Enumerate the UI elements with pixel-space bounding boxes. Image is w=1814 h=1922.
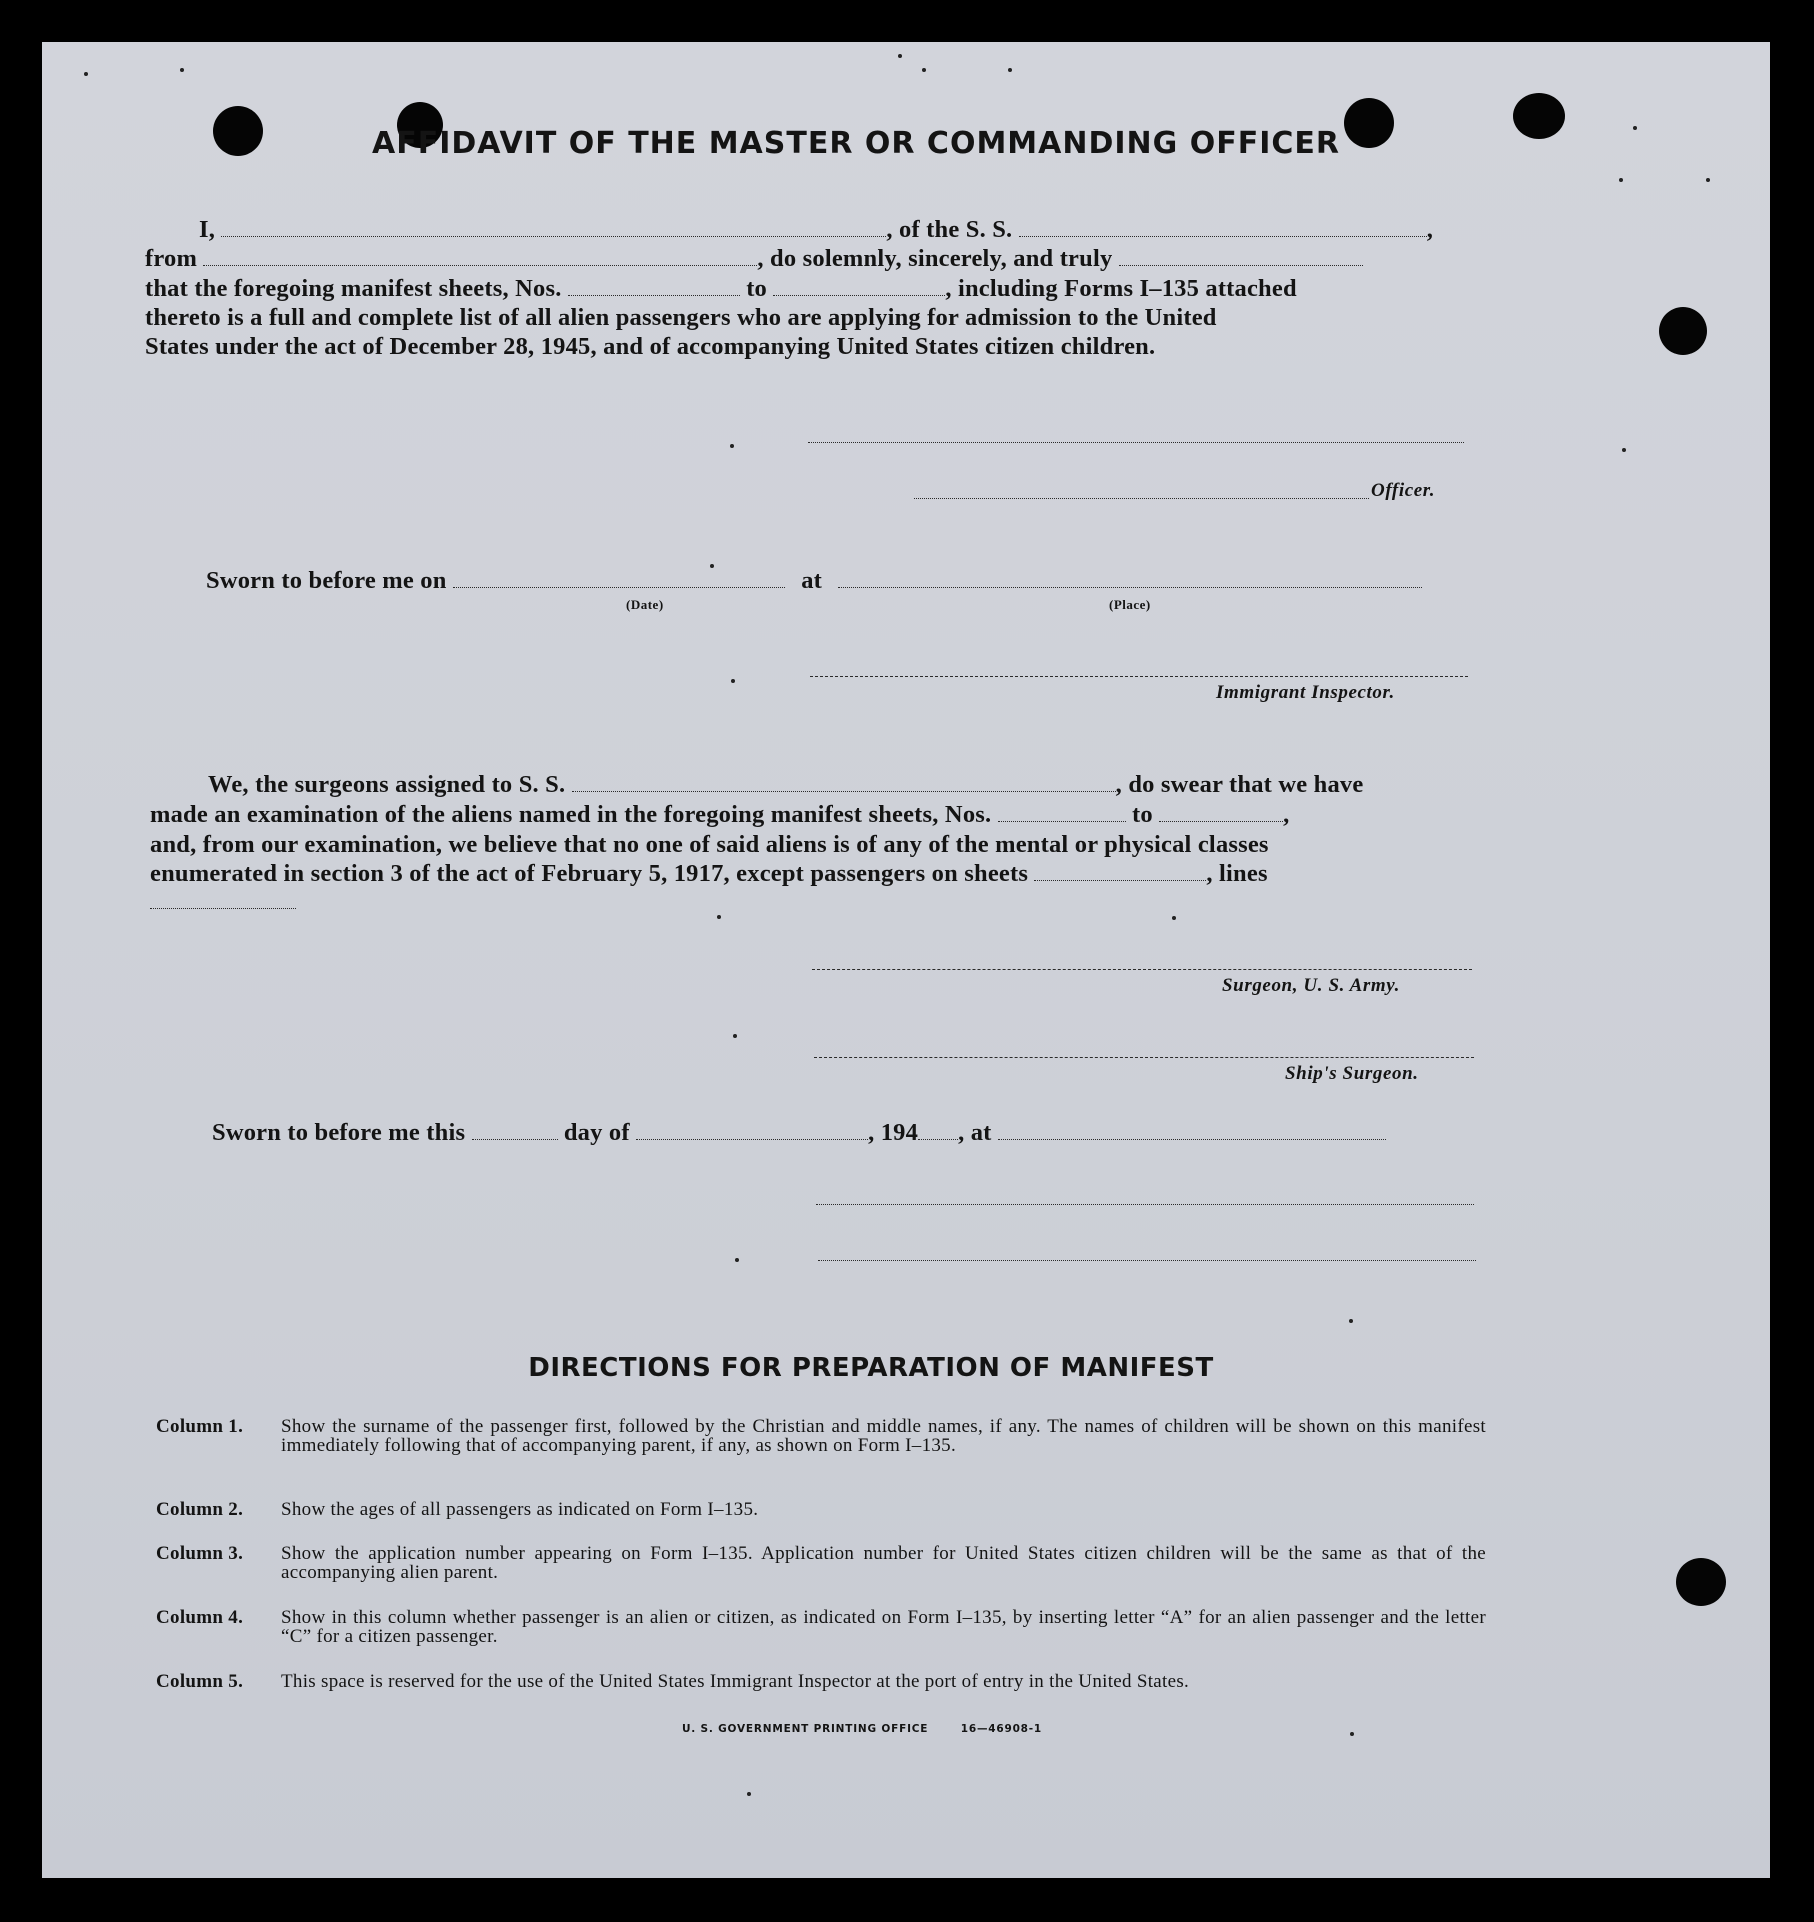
sworn-before-text: Sworn to before me on	[206, 567, 447, 594]
dust-speck	[731, 679, 735, 683]
surgeons-line-4	[150, 860, 1268, 888]
ship-surgeon-caption: Ship's Surgeon.	[1285, 1063, 1419, 1084]
dust-speck	[735, 1258, 739, 1262]
dust-speck	[898, 54, 902, 58]
place-caption: (Place)	[1109, 597, 1151, 612]
affidavit-line-5: States under the act of December 28, 1945, and of accompanying United States citizen children.	[145, 333, 1156, 360]
sheet-from-field[interactable]	[568, 277, 740, 296]
dust-speck	[747, 1792, 751, 1796]
column-3-label: Column 3.	[156, 1543, 244, 1564]
column-2-label: Column 2.	[156, 1499, 244, 1520]
sworn-day-place-field[interactable]	[998, 1121, 1386, 1140]
surgeons-enumerated-text: enumerated in section 3 of the act of February 5, 1917, except passengers on sheets	[150, 860, 1029, 887]
affidavit-line-1	[199, 216, 1433, 244]
sworn-day-line	[212, 1119, 1386, 1147]
officer-title-line[interactable]	[914, 496, 1369, 499]
surgeons-sheet-from-field[interactable]	[998, 803, 1126, 822]
dust-speck	[1172, 916, 1176, 920]
affidavit-solemnly: , do solemnly, sincerely, and truly	[757, 245, 1113, 272]
declaration-field[interactable]	[1119, 247, 1363, 266]
form-number: 16—46908-1	[960, 1723, 1043, 1735]
affidavit-line-2	[145, 245, 1363, 273]
affidavit-i: I,	[199, 216, 216, 243]
surgeons-to-text: to	[1131, 801, 1153, 828]
date-caption: (Date)	[626, 597, 664, 612]
column-4-text: Show in this column whether passenger is an alien or citizen, as indicated on Form I–135, by inserting letter “A” for an alien passenger and the letter “C” for a citizen passenger.	[281, 1607, 1486, 1647]
departure-port-field[interactable]	[203, 247, 757, 266]
official-signature-line[interactable]	[816, 1202, 1474, 1205]
sworn-day-field[interactable]	[472, 1121, 558, 1140]
sworn-place-field[interactable]	[838, 569, 1422, 588]
affidavit-line-3	[145, 275, 1297, 303]
surgeons-ship-field[interactable]	[572, 773, 1116, 792]
printer-footer	[42, 1723, 1682, 1735]
dust-speck	[1349, 1319, 1353, 1323]
sworn-month-field[interactable]	[636, 1121, 868, 1140]
affidavit-to: to	[746, 275, 767, 302]
sworn-year-field[interactable]	[918, 1121, 958, 1140]
sworn-this-text: Sworn to before me this	[212, 1119, 466, 1146]
form-sheet	[42, 42, 1770, 1878]
ship-surgeon-signature-line[interactable]	[814, 1055, 1474, 1058]
except-lines-field[interactable]	[150, 906, 296, 909]
officer-caption: Officer.	[1371, 480, 1436, 501]
affidavit-from: from	[145, 245, 198, 272]
sworn-date-place-line	[206, 567, 1422, 595]
dust-speck	[84, 72, 88, 76]
ship-name-field[interactable]	[1019, 218, 1427, 237]
dust-speck	[1706, 178, 1710, 182]
printer-name: U. S. GOVERNMENT PRINTING OFFICE	[681, 1723, 929, 1735]
directions-title: DIRECTIONS FOR PREPARATION OF MANIFEST	[528, 1353, 1214, 1383]
inspector-caption: Immigrant Inspector.	[1216, 682, 1395, 703]
surgeons-line-2	[150, 801, 1289, 829]
dust-speck	[733, 1034, 737, 1038]
surgeons-sheet-to-field[interactable]	[1159, 803, 1283, 822]
dust-speck	[730, 444, 734, 448]
column-5-text: This space is reserved for the use of the United States Immigrant Inspector at the port of entry in the United States.	[281, 1671, 1190, 1692]
affidavit-line-4: thereto is a full and complete list of all alien passengers who are applying for admission to the United	[145, 304, 1217, 331]
inspector-signature-line[interactable]	[810, 674, 1468, 677]
surgeons-comma: ,	[1283, 801, 1290, 828]
sheet-to-field[interactable]	[773, 277, 945, 296]
column-2-text: Show the ages of all passengers as indicated on Form I–135.	[281, 1499, 759, 1520]
dust-speck	[1619, 178, 1623, 182]
sworn-date-field[interactable]	[453, 569, 785, 588]
dust-speck	[1008, 68, 1012, 72]
day-at-text: , at	[958, 1119, 992, 1146]
punch-hole	[1676, 1558, 1726, 1606]
official-title-line[interactable]	[818, 1258, 1476, 1261]
column-1-label: Column 1.	[156, 1416, 244, 1437]
column-5-label: Column 5.	[156, 1671, 244, 1692]
column-4-label: Column 4.	[156, 1607, 244, 1628]
master-signature-line[interactable]	[808, 440, 1464, 443]
army-surgeon-caption: Surgeon, U. S. Army.	[1222, 975, 1400, 996]
column-1-text: Show the surname of the passenger first, followed by the Christian and middle names, if any. The names of children will be shown on this manifest immediately following that of accompanying parent, if any, as shown on Form I–135.	[281, 1416, 1486, 1456]
surgeons-line-3: and, from our examination, we believe that no one of said aliens is of any of the mental or physical classes	[150, 831, 1269, 858]
affidavit-comma: ,	[1426, 216, 1434, 243]
punch-hole	[1659, 307, 1707, 355]
dust-speck	[180, 68, 184, 72]
dust-speck	[922, 68, 926, 72]
army-surgeon-signature-line[interactable]	[812, 967, 1472, 970]
sworn-at-text: at	[801, 567, 823, 594]
surgeons-swear-text: , do swear that we have	[1115, 771, 1364, 798]
surgeons-examination-text: made an examination of the aliens named in the foregoing manifest sheets, Nos.	[150, 801, 992, 828]
surgeons-assigned-text: We, the surgeons assigned to S. S.	[208, 771, 566, 798]
affidavit-of-ss: , of the S. S.	[886, 216, 1013, 243]
affidavit-title: AFFIDAVIT OF THE MASTER OR COMMANDING OFFICER	[372, 126, 1340, 161]
surgeons-line-1	[208, 771, 1363, 799]
day-of-text: day of	[563, 1119, 630, 1146]
dust-speck	[1622, 448, 1626, 452]
year-194-text: , 194	[868, 1119, 919, 1146]
except-sheets-field[interactable]	[1034, 862, 1206, 881]
master-name-field[interactable]	[221, 218, 886, 237]
surgeons-lines-text: , lines	[1206, 860, 1268, 887]
affidavit-including: , including Forms I–135 attached	[945, 275, 1297, 302]
column-3-text: Show the application number appearing on Form I–135. Application number for United States citizen children will be the same as that of the accompanying alien parent.	[281, 1543, 1486, 1583]
affidavit-that: that the foregoing manifest sheets, Nos.	[145, 275, 562, 302]
dust-speck	[717, 915, 721, 919]
